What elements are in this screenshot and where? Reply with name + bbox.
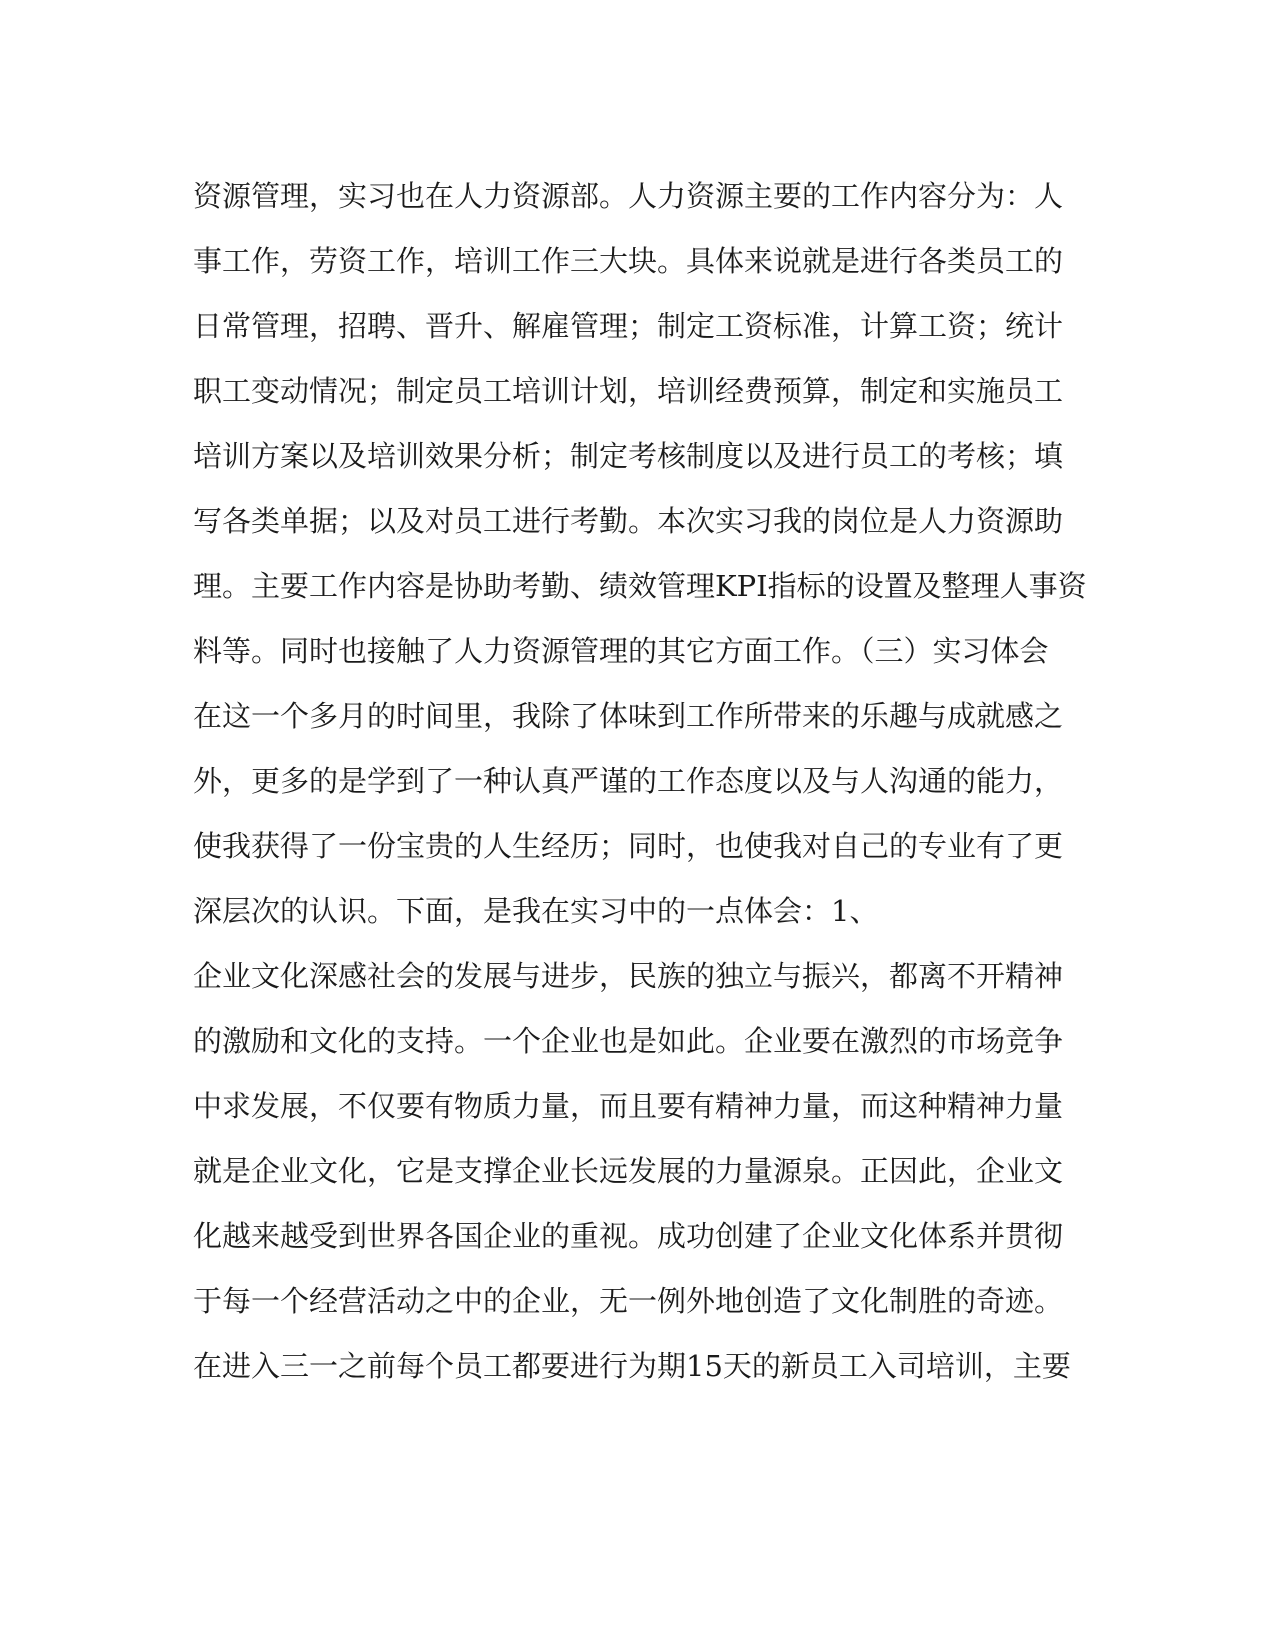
text-line: 理。主要工作内容是协助考勤、绩效管理KPI指标的设置及整理人事资 (193, 569, 1087, 603)
text-line: 就是企业文化，它是支撑企业长远发展的力量源泉。正因此，企业文 (193, 1154, 1064, 1188)
text-line: 日常管理，招聘、晋升、解雇管理；制定工资标准，计算工资；统计 (193, 309, 1064, 343)
text-line: 在这一个多月的时间里，我除了体味到工作所带来的乐趣与成就感之 (193, 699, 1064, 733)
text-line: 料等。同时也接触了人力资源管理的其它方面工作。（三）实习体会 (193, 634, 1049, 668)
text-line: 职工变动情况；制定员工培训计划，培训经费预算，制定和实施员工 (193, 374, 1064, 408)
text-line: 在进入三一之前每个员工都要进行为期15天的新员工入司培训，主要 (193, 1349, 1071, 1383)
text-line: 外，更多的是学到了一种认真严谨的工作态度以及与人沟通的能力， (193, 764, 1064, 798)
text-line: 使我获得了一份宝贵的人生经历；同时，也使我对自己的专业有了更 (193, 829, 1064, 863)
text-line: 培训方案以及培训效果分析；制定考核制度以及进行员工的考核；填 (193, 439, 1064, 473)
text-line: 写各类单据；以及对员工进行考勤。本次实习我的岗位是人力资源助 (193, 504, 1064, 538)
text-line: 于每一个经营活动之中的企业，无一例外地创造了文化制胜的奇迹。 (193, 1284, 1064, 1318)
text-line: 的激励和文化的支持。一个企业也是如此。企业要在激烈的市场竞争 (193, 1024, 1064, 1058)
body-text (193, 164, 1093, 1399)
text-line: 企业文化深感社会的发展与进步，民族的独立与振兴，都离不开精神 (193, 959, 1064, 993)
text-line: 化越来越受到世界各国企业的重视。成功创建了企业文化体系并贯彻 (193, 1219, 1064, 1253)
text-line: 事工作，劳资工作，培训工作三大块。具体来说就是进行各类员工的 (193, 244, 1064, 278)
text-line: 深层次的认识。下面，是我在实习中的一点体会：1、 (193, 894, 879, 928)
text-line: 资源管理，实习也在人力资源部。人力资源主要的工作内容分为：人 (193, 179, 1064, 213)
text-line: 中求发展，不仅要有物质力量，而且要有精神力量，而这种精神力量 (193, 1089, 1064, 1123)
